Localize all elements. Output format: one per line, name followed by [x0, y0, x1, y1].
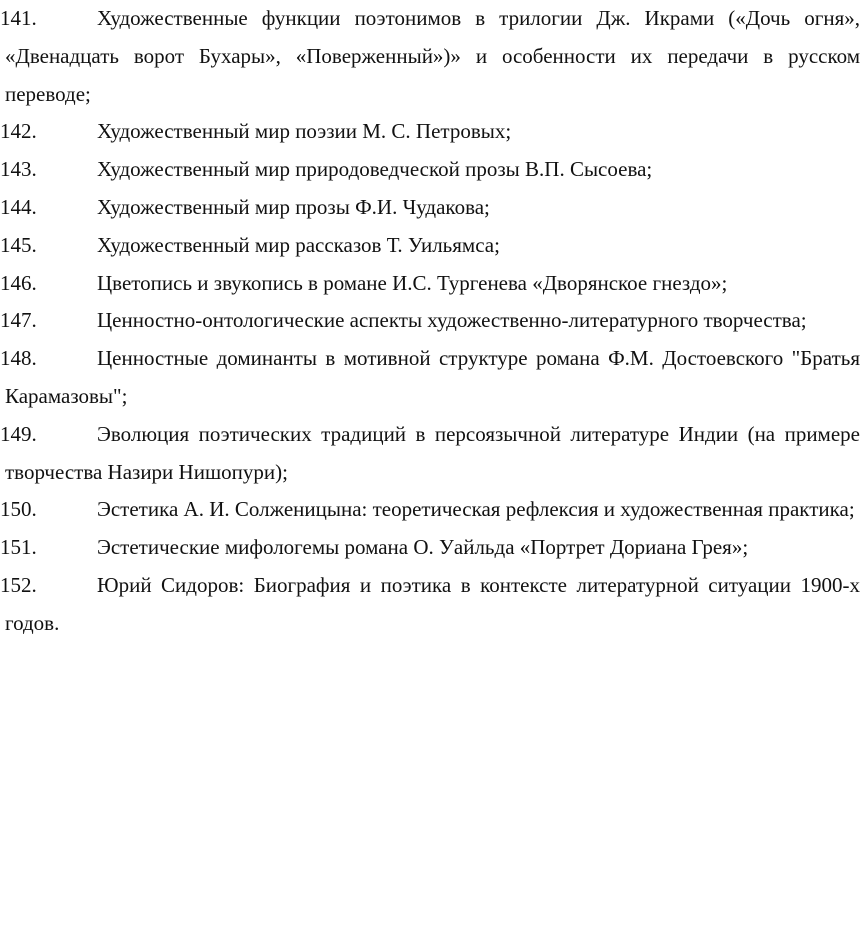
- item-number: 142.: [0, 119, 37, 144]
- item-text: Ценностные доминанты в мотивной структуре романа Ф.М. Достоевского "Братья Карамазовы";: [5, 346, 860, 408]
- item-text: Художественный мир рассказов Т. Уильямса;: [97, 232, 500, 257]
- list-item: [0, 265, 866, 303]
- list-item: [0, 189, 866, 227]
- item-number: 141.: [0, 6, 37, 30]
- item-number: 150.: [0, 497, 37, 522]
- list-item: [0, 567, 866, 643]
- item-text: Эстетические мифологемы романа О. Уайльда «Портрет Дориана Грея»;: [97, 535, 749, 560]
- list-item: [0, 227, 866, 265]
- item-number: 146.: [0, 270, 37, 295]
- list-item: [0, 113, 866, 151]
- item-number: 144.: [0, 194, 37, 219]
- item-number: 151.: [0, 535, 37, 560]
- item-text: Эволюция поэтических традиций в персоязычной литературе Индии (на примере творчества Назири Нишопури);: [5, 421, 860, 484]
- item-text: Художественный мир природоведческой прозы В.П. Сысоева;: [97, 157, 653, 182]
- item-number: 143.: [0, 157, 37, 182]
- list-item: [0, 340, 866, 416]
- list-item: [0, 529, 866, 567]
- list-item: [0, 416, 866, 492]
- item-number: 145.: [0, 232, 37, 257]
- item-number: 149.: [0, 421, 37, 446]
- list-item: [0, 302, 866, 340]
- item-number: 152.: [0, 572, 37, 597]
- item-text: Ценностно-онтологические аспекты художественно-литературного творчества;: [97, 308, 807, 333]
- item-text: Эстетика А. И. Солженицына: теоретическая рефлексия и художественная практика;: [97, 497, 855, 522]
- item-text: Художественный мир прозы Ф.И. Чудакова;: [97, 194, 490, 219]
- item-text: Художественный мир поэзии М. С. Петровых;: [97, 119, 512, 144]
- list-item: [0, 491, 866, 529]
- item-number: 147.: [0, 308, 37, 333]
- item-text: Цветопись и звукопись в романе И.С. Тургенева «Дворянское гнездо»;: [97, 270, 728, 295]
- item-text: Юрий Сидоров: Биография и поэтика в контексте литературной ситуации 1900-х годов.: [5, 572, 860, 635]
- item-number: 148.: [0, 346, 37, 371]
- list-item: [0, 151, 866, 189]
- item-text: Художественные функции поэтонимов в трилогии Дж. Икрами («Дочь огня», «Двенадцать ворот Бухары», «Поверженный»)» и особенности их передачи в русском переводе;: [5, 6, 860, 106]
- list-item: [0, 0, 866, 113]
